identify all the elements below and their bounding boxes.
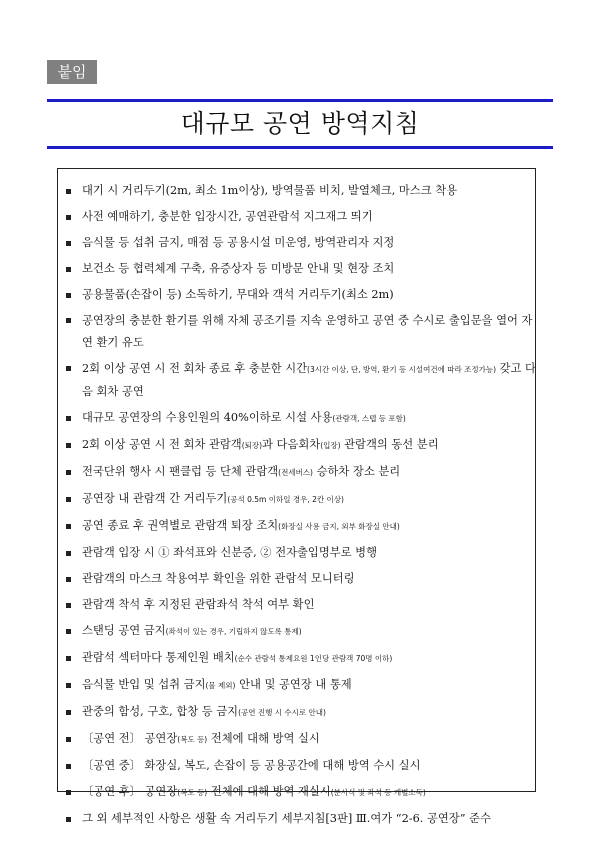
item-text: 음식물 반입 및 섭취 금지 [82, 678, 206, 691]
item-note: (복도 등) [177, 788, 208, 797]
guideline-item [60, 592, 536, 618]
item-text: 그 외 세부적인 사항은 생활 속 거리두기 세부지침[3판] Ⅲ.여가 “2-6. 공연장” 준수 [82, 812, 491, 825]
square-bullet-icon [66, 737, 71, 742]
title-top-rule [47, 99, 553, 102]
square-bullet-icon [66, 416, 71, 421]
guideline-item [60, 513, 536, 540]
guideline-item [60, 726, 536, 753]
square-bullet-icon [66, 629, 71, 634]
square-bullet-icon [66, 497, 71, 502]
square-bullet-icon [66, 366, 71, 371]
item-note-2: (입장) [320, 441, 341, 450]
guideline-item [60, 699, 536, 726]
item-note: (물 제외) [205, 681, 236, 690]
square-bullet-icon [66, 293, 71, 298]
guideline-item [60, 645, 536, 672]
square-bullet-icon [66, 215, 71, 220]
square-bullet-icon [66, 577, 71, 582]
item-text: 전국단위 행사 시 팬클럽 등 단체 관람객 [82, 465, 279, 478]
item-note: (복도 등) [177, 735, 208, 744]
guideline-item [60, 540, 536, 566]
item-text: 공연 종료 후 권역별로 관람객 퇴장 조치 [82, 519, 279, 532]
square-bullet-icon [66, 267, 71, 272]
item-text: 대기 시 거리두기(2m, 최소 1m이상), 방역물품 비치, 발열체크, 마스크 착용 [82, 184, 458, 197]
guideline-item [60, 308, 536, 356]
item-text: 공용물품(손잡이 등) 소독하기, 무대와 객석 거리두기(최소 2m) [82, 288, 394, 301]
item-text: 스탠딩 공연 금지 [82, 624, 166, 637]
item-text-after: 승하차 장소 분리 [313, 465, 401, 478]
item-text: 사전 예매하기, 충분한 입장시간, 공연관람석 지그재그 띄기 [82, 210, 373, 223]
item-text: 대규모 공연장의 수용인원의 40%이하로 시설 사용 [82, 411, 333, 424]
item-text: 공연장 내 관람객 간 거리두기 [82, 492, 228, 505]
item-note: (공연 진행 시 수시로 안내) [238, 708, 326, 717]
square-bullet-icon [66, 683, 71, 688]
item-note: (전세버스) [278, 468, 313, 477]
square-bullet-icon [66, 790, 71, 795]
guideline-item [60, 779, 536, 806]
square-bullet-icon [66, 524, 71, 529]
guideline-item [60, 672, 536, 699]
square-bullet-icon [66, 241, 71, 246]
item-note: (3시간 이상, 단, 방역, 환기 등 시설여건에 따라 조정가능) [307, 365, 497, 374]
square-bullet-icon [66, 764, 71, 769]
item-note: (화장실 사용 금지, 외부 화장실 안내) [278, 522, 400, 531]
item-text-after: 전체에 대해 방역 실시 [207, 732, 320, 745]
square-bullet-icon [66, 656, 71, 661]
guideline-item [60, 459, 536, 486]
item-text-after: 전체에 대해 방역 재실시 [207, 785, 331, 798]
guideline-item [60, 230, 536, 256]
item-note: (관람객, 스텝 등 포함) [332, 414, 406, 423]
item-text: 관중의 함성, 구호, 합창 등 금지 [82, 705, 239, 718]
guideline-item [60, 806, 536, 832]
square-bullet-icon [66, 603, 71, 608]
item-text-after: 갖고 다음 회차 공연 [82, 362, 536, 398]
item-text-after: 과 다음회차 [262, 438, 321, 451]
attachment-tag: 붙임 [47, 60, 97, 84]
guideline-item [60, 566, 536, 592]
guideline-item [60, 432, 536, 459]
item-text: 〔공연 후〕 공연장 [82, 785, 178, 798]
item-note: (퇴장) [241, 441, 263, 450]
guideline-item [60, 282, 536, 308]
item-note: (공석 0.5m 이하일 경우, 2칸 이상) [227, 495, 344, 504]
square-bullet-icon [66, 551, 71, 556]
guideline-item [60, 256, 536, 282]
item-text: 관람객 착석 후 지정된 관람좌석 착석 여부 확인 [82, 598, 315, 611]
guideline-list [60, 178, 536, 832]
square-bullet-icon [66, 817, 71, 822]
title-bottom-rule [47, 146, 553, 149]
item-text: 〔공연 중〕 화장실, 복도, 손잡이 등 공용공간에 대해 방역 수시 실시 [82, 759, 421, 772]
square-bullet-icon [66, 189, 71, 194]
item-text: 공연장의 충분한 환기를 위해 자체 공조기를 지속 운영하고 공연 중 수시로 출입문을 열어 자연 환기 유도 [82, 314, 533, 349]
guideline-item [60, 356, 536, 405]
square-bullet-icon [66, 470, 71, 475]
square-bullet-icon [66, 710, 71, 715]
guideline-item [60, 178, 536, 204]
item-text: 보건소 등 협력체계 구축, 유증상자 등 미방문 안내 및 현장 조치 [82, 262, 395, 275]
guideline-item [60, 486, 536, 513]
guideline-item [60, 405, 536, 432]
guideline-item [60, 204, 536, 230]
item-text: 관람객의 마스크 착용여부 확인을 위한 관람석 모니터링 [82, 572, 355, 585]
item-text: 관람객 입장 시 ① 좌석표와 신분증, ② 전자출입명부로 병행 [82, 546, 377, 559]
item-note: (순수 관람석 통제요원 1인당 관람객 70명 이하) [234, 654, 393, 663]
page-title: 대규모 공연 방역지침 [180, 109, 420, 138]
item-text: 관람석 섹터마다 통제인원 배치 [82, 651, 235, 664]
item-text: 2회 이상 공연 시 전 회차 종료 후 충분한 시간 [82, 362, 308, 375]
guideline-item [60, 618, 536, 645]
square-bullet-icon [66, 318, 71, 323]
guideline-item [60, 753, 536, 779]
item-text: 음식물 등 섭취 금지, 매점 등 공용시설 미운영, 방역관리자 지정 [82, 236, 395, 249]
square-bullet-icon [66, 443, 71, 448]
item-text-after: 안내 및 공연장 내 통제 [235, 678, 352, 691]
item-note-2: (분사식 및 좌석 등 개별소독) [330, 788, 426, 797]
item-text-after-2: 관람객의 동선 분리 [340, 438, 439, 451]
item-note: (좌석이 있는 경우, 기립하지 않도록 통제) [165, 627, 302, 636]
item-text: 〔공연 전〕 공연장 [82, 732, 178, 745]
item-text: 2회 이상 공연 시 전 회차 관람객 [82, 438, 242, 451]
